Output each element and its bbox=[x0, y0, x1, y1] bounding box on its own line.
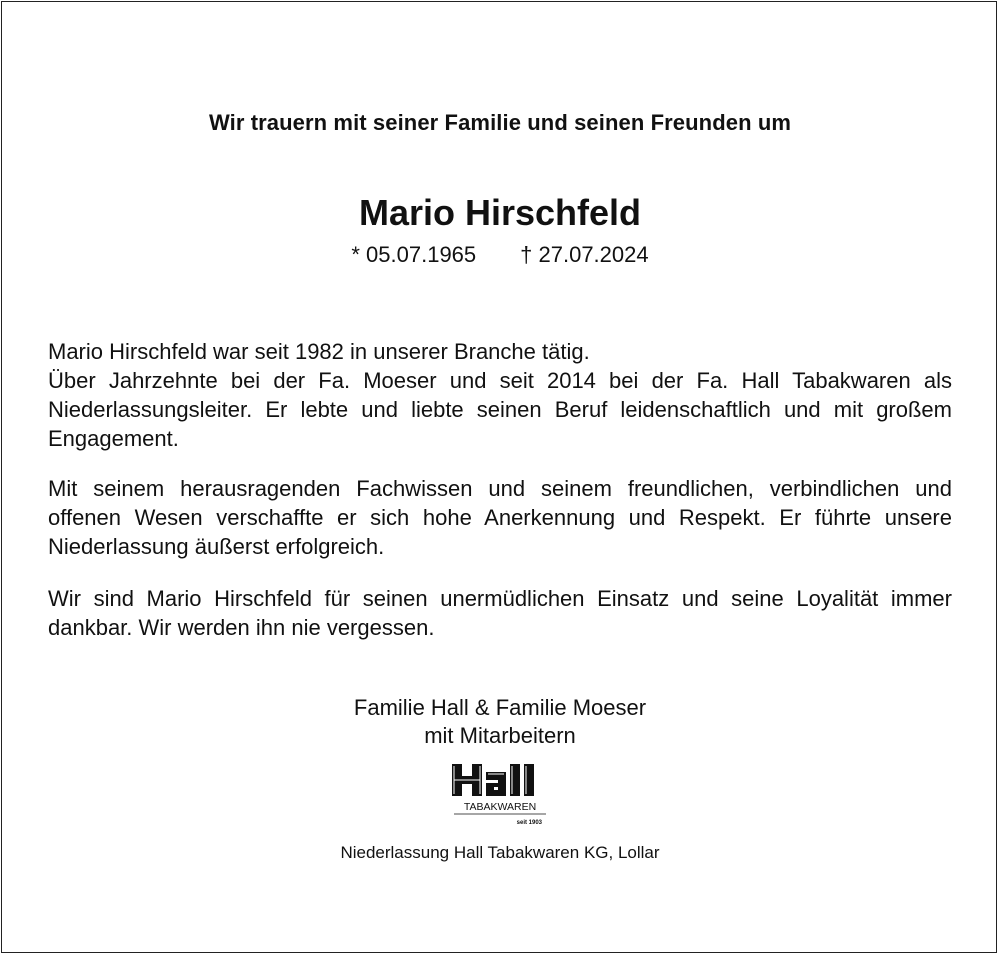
signature-families: Familie Hall & Familie Moeser bbox=[353, 695, 647, 720]
paragraph-line: Mario Hirschfeld war seit 1982 in unserer Branche tätig. bbox=[48, 339, 590, 364]
paragraph-line: Wir sind Mario Hirschfeld für seinen unermüdlichen Einsatz und seine Loyalität immer bbox=[48, 586, 952, 611]
paragraph-line: Engagement. bbox=[48, 426, 179, 451]
footer-company: Niederlassung Hall Tabakwaren KG, Lollar bbox=[340, 843, 660, 862]
paragraph-line: offenen Wesen verschaffte er sich hohe Anerkennung und Respekt. Er führte unsere bbox=[48, 505, 952, 530]
logo-since: seit 1903 bbox=[516, 820, 542, 826]
death-date: † 27.07.2024 bbox=[520, 242, 649, 267]
paragraph-gratitude bbox=[48, 584, 952, 642]
paragraph-line: Niederlassungsleiter. Er lebte und liebte seinen Beruf leidenschaftlich und mit großem bbox=[48, 397, 952, 422]
birth-date: * 05.07.1965 bbox=[351, 242, 477, 267]
intro-line: Wir trauern mit seiner Familie und seinen Freunden um bbox=[208, 110, 792, 135]
hall-tabakwaren-logo bbox=[446, 760, 554, 828]
signature-block bbox=[0, 694, 1000, 750]
logo-subtitle: TABAKWAREN bbox=[463, 801, 537, 813]
deceased-name: Mario Hirschfeld bbox=[358, 192, 642, 233]
paragraph-career bbox=[48, 337, 952, 453]
paragraph-line: Über Jahrzehnte bei der Fa. Moeser und seit 2014 bei der Fa. Hall Tabakwaren als bbox=[48, 368, 952, 393]
paragraph-line: dankbar. Wir werden ihn nie vergessen. bbox=[48, 615, 435, 640]
paragraph-line: Niederlassung äußerst erfolgreich. bbox=[48, 534, 385, 559]
life-dates bbox=[0, 242, 1000, 268]
paragraph-line: Mit seinem herausragenden Fachwissen und seinem freundlichen, verbindlichen und bbox=[48, 476, 952, 501]
signature-staff: mit Mitarbeitern bbox=[424, 723, 576, 748]
paragraph-character bbox=[48, 474, 952, 561]
